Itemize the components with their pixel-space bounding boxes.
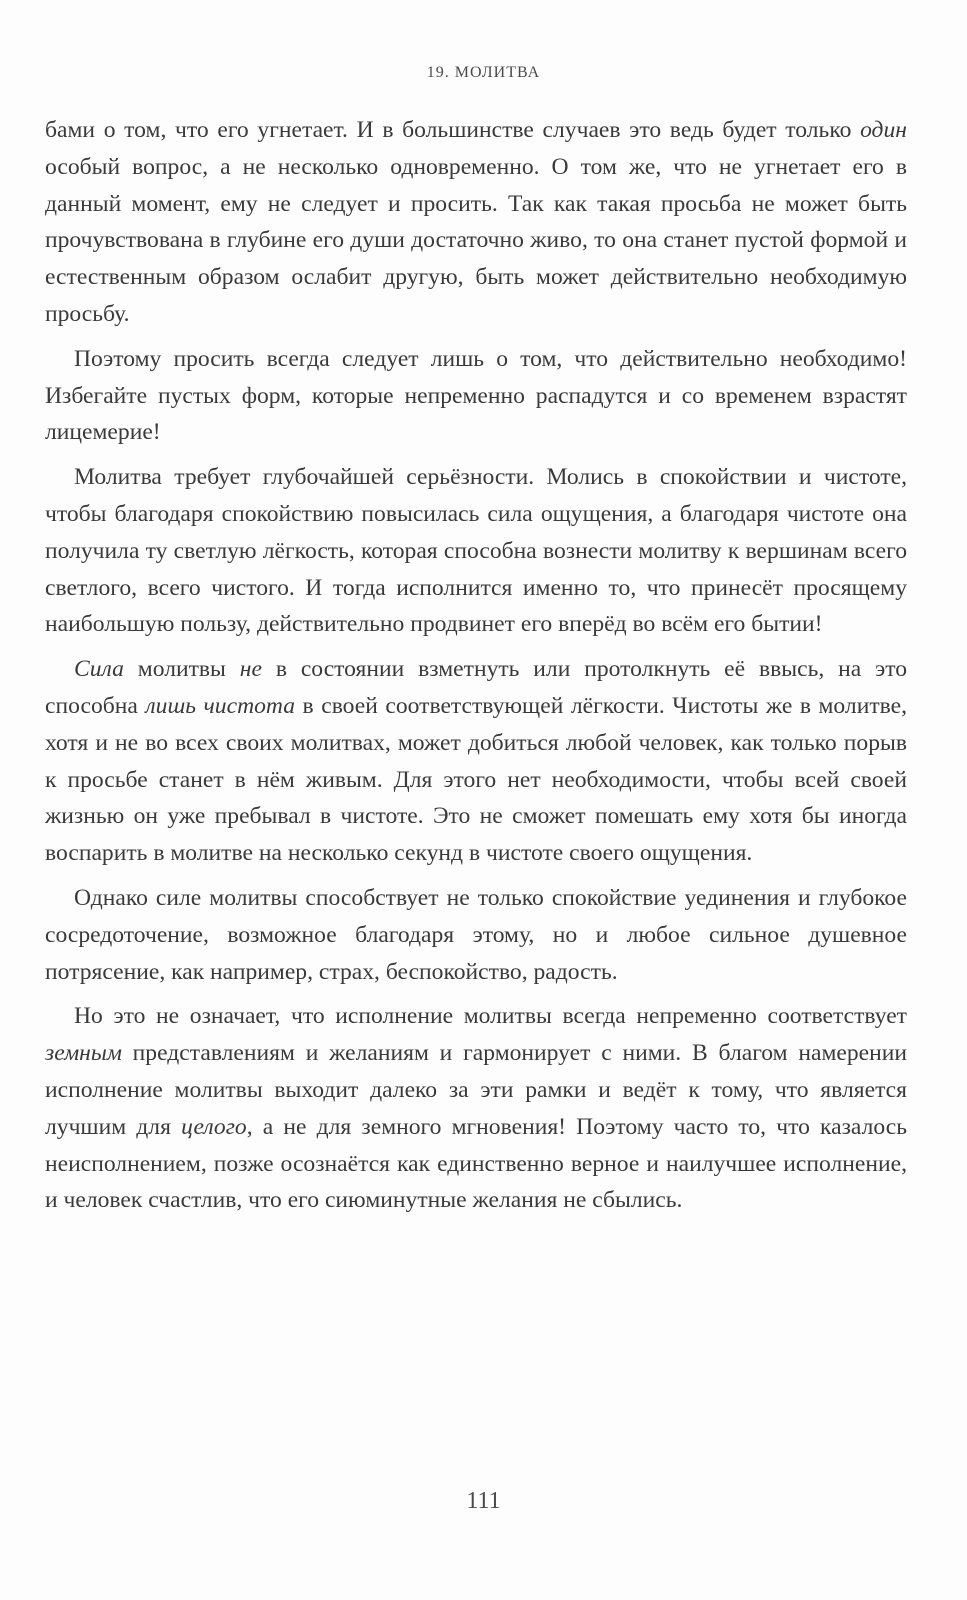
emphasized-text: лишь чистота	[145, 692, 296, 719]
emphasized-text: целого	[181, 1113, 247, 1140]
text-run: Поэтому просить всегда следует лишь о том, что действительно необходимо! Избегайте пустых форм, которые непременно распадутся и со временем взрастят лицемерие!	[45, 345, 907, 446]
paragraph	[45, 880, 907, 990]
text-run: в своей соответствующей лёгкости. Чистоты же в молитве, хотя и не во всех своих молитвах, может добиться любой человек, как только порыв к просьбе станет в нём живым. Для этого нет необходимости, чтобы всей своей жизнью он уже пребывал в чистоте. Это не сможет помешать ему хотя бы иногда воспарить в молитве на несколько секунд в чистоте своего ощущения.	[45, 692, 907, 867]
body-text	[45, 112, 907, 1227]
page-number: 111	[466, 1488, 501, 1514]
emphasized-text: Сила	[74, 656, 124, 683]
text-run: Однако силе молитвы способствует не только спокойствие уединения и глубокое сосредоточение, возможное благодаря этому, но и любое сильное душевное потрясение, как например, страх, беспокойство, радость.	[45, 884, 907, 985]
emphasized-text: один	[860, 117, 907, 143]
text-run: бами о том, что его угнетает. И в большинстве случаев это ведь будет только	[45, 117, 861, 143]
emphasized-text: земным	[45, 1040, 122, 1067]
paragraph	[45, 112, 907, 333]
text-run: в состоянии взметнуть или протолкнуть её ввысь, на это способна	[45, 656, 907, 719]
running-head: 19. МОЛИТВА	[426, 64, 541, 81]
text-run: особый вопрос, а не несколько одновременно. О том же, что не угнетает его в данный момент, ему не следует и просить. Так как такая просьба не может быть прочувствована в глубине его души достаточно живо, то она станет пустой формой и естественным образом ослабит другую, быть может действительно необходимую просьбу.	[45, 153, 907, 327]
paragraph	[45, 998, 907, 1219]
text-run: Молитва требует глубочайшей серьёзности. Молись в спокойствии и чистоте, чтобы благодаря спокойствию повысилась сила ощущения, а благодаря чистоте она получила ту светлую лёгкость, которая способна вознести молитву к вершинам всего светлого, всего чистого. И тогда исполнится именно то, что принесёт просящему наибольшую пользу, действительно продвинет его вперёд во всём его бытии!	[45, 464, 907, 638]
paragraph	[45, 341, 907, 451]
text-run: , а не для земного мгновения! Поэтому часто то, что казалось неисполнением, позже осознаётся как единственно верное и наилучшее исполнение, и человек счастлив, что его сиюминутные желания не сбылись.	[45, 1113, 907, 1214]
text-run: молитвы	[123, 656, 240, 683]
paragraph	[45, 459, 907, 643]
text-run: представлениям и желаниям и гармонирует с ними. В благом намерении исполнение молитвы выходит далеко за эти рамки и ведёт к тому, что является лучшим для	[45, 1040, 907, 1140]
paragraph	[45, 651, 907, 872]
text-run: Но это не означает, что исполнение молитвы всегда непременно соответствует	[74, 1003, 907, 1030]
emphasized-text: не	[239, 656, 262, 683]
